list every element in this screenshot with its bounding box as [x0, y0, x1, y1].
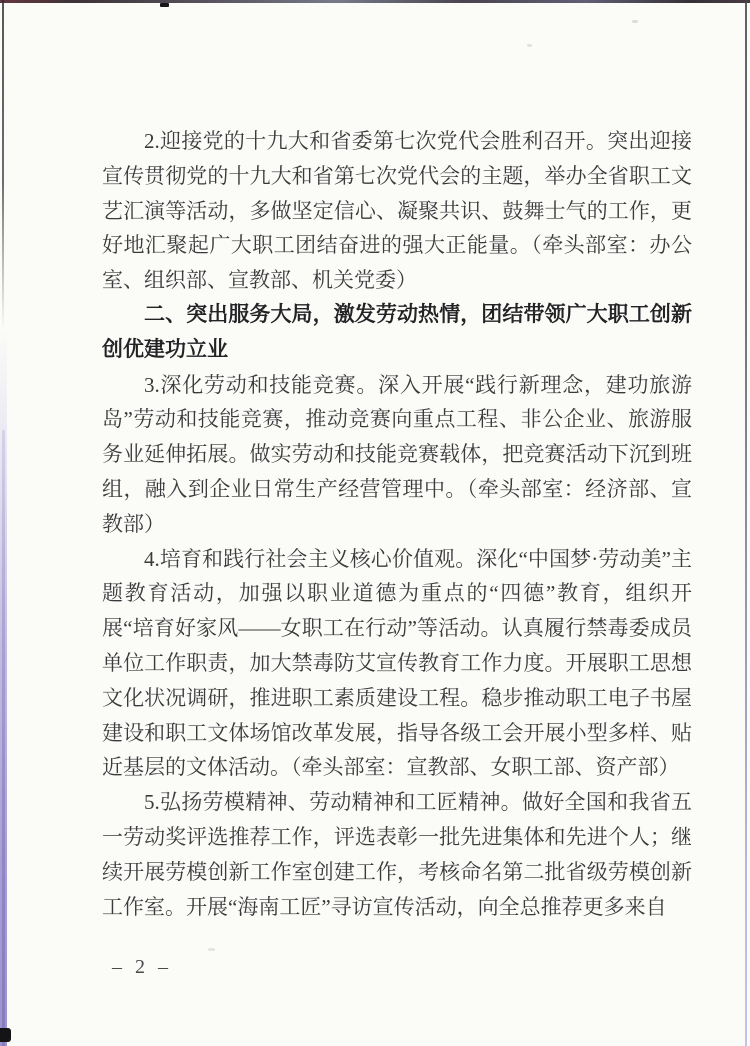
scan-speck	[632, 20, 638, 23]
body-paragraph: 5.弘扬劳模精神、劳动精神和工匠精神。做好全国和我省五一劳动奖评选推荐工作，评选表彰一批先进集体和先进个人；继续开展劳模创新工作室创建工作，考核命名第二批省级劳模创新工作室。开展“海南工匠”寻访宣传活动，向全总推荐更多来自	[102, 790, 692, 919]
scan-mark-bottom-left	[0, 1028, 11, 1042]
section-heading: 二、突出服务大局，激发劳动热情，团结带领广大职工创新创优建功立业	[102, 302, 692, 361]
page-number: – 2 –	[112, 956, 172, 978]
scan-edge-left-stripe-core	[2, 430, 5, 1046]
scan-edge-top-line	[0, 0, 750, 3]
scan-edge-left-line	[2, 0, 4, 330]
document-text-block	[102, 124, 692, 924]
body-paragraph: 2.迎接党的十九大和省委第七次党代会胜利召开。突出迎接宣传贯彻党的十九大和省第七次党代会的主题，举办全省职工文艺汇演等活动，多做坚定信心、凝聚共识、鼓舞士气的工作，更好地汇聚起广大职工团结奋进的强大正能量。（牵头部室：办公室、组织部、宣教部、机关党委）	[102, 129, 692, 293]
scan-edge-right-line	[745, 0, 747, 1046]
body-paragraph: 3.深化劳动和技能竞赛。深入开展“践行新理念，建功旅游岛”劳动和技能竞赛，推动竞赛向重点工程、非公企业、旅游服务业延伸拓展。做实劳动和技能竞赛载体，把竞赛活动下沉到班组，融入到企业日常生产经营管理中。（牵头部室：经济部、宣教部）	[102, 372, 692, 536]
scan-speck	[527, 44, 532, 47]
body-paragraph: 4.培育和践行社会主义核心价值观。深化“中国梦·劳动美”主题教育活动，加强以职业道德为重点的“四德”教育，组织开展“培育好家风——女职工在行动”等活动。认真履行禁毒委成员单位工作职责，加大禁毒防艾宣传教育工作力度。开展职工思想文化状况调研，推进职工素质建设工程。稳步推动职工电子书屋建设和职工文体场馆改革发展，指导各级工会开展小型多样、贴近基层的文体活动。（牵头部室：宣教部、女职工部、资产部）	[102, 546, 692, 780]
scan-mark-top	[160, 3, 169, 7]
scan-speck	[208, 948, 215, 951]
